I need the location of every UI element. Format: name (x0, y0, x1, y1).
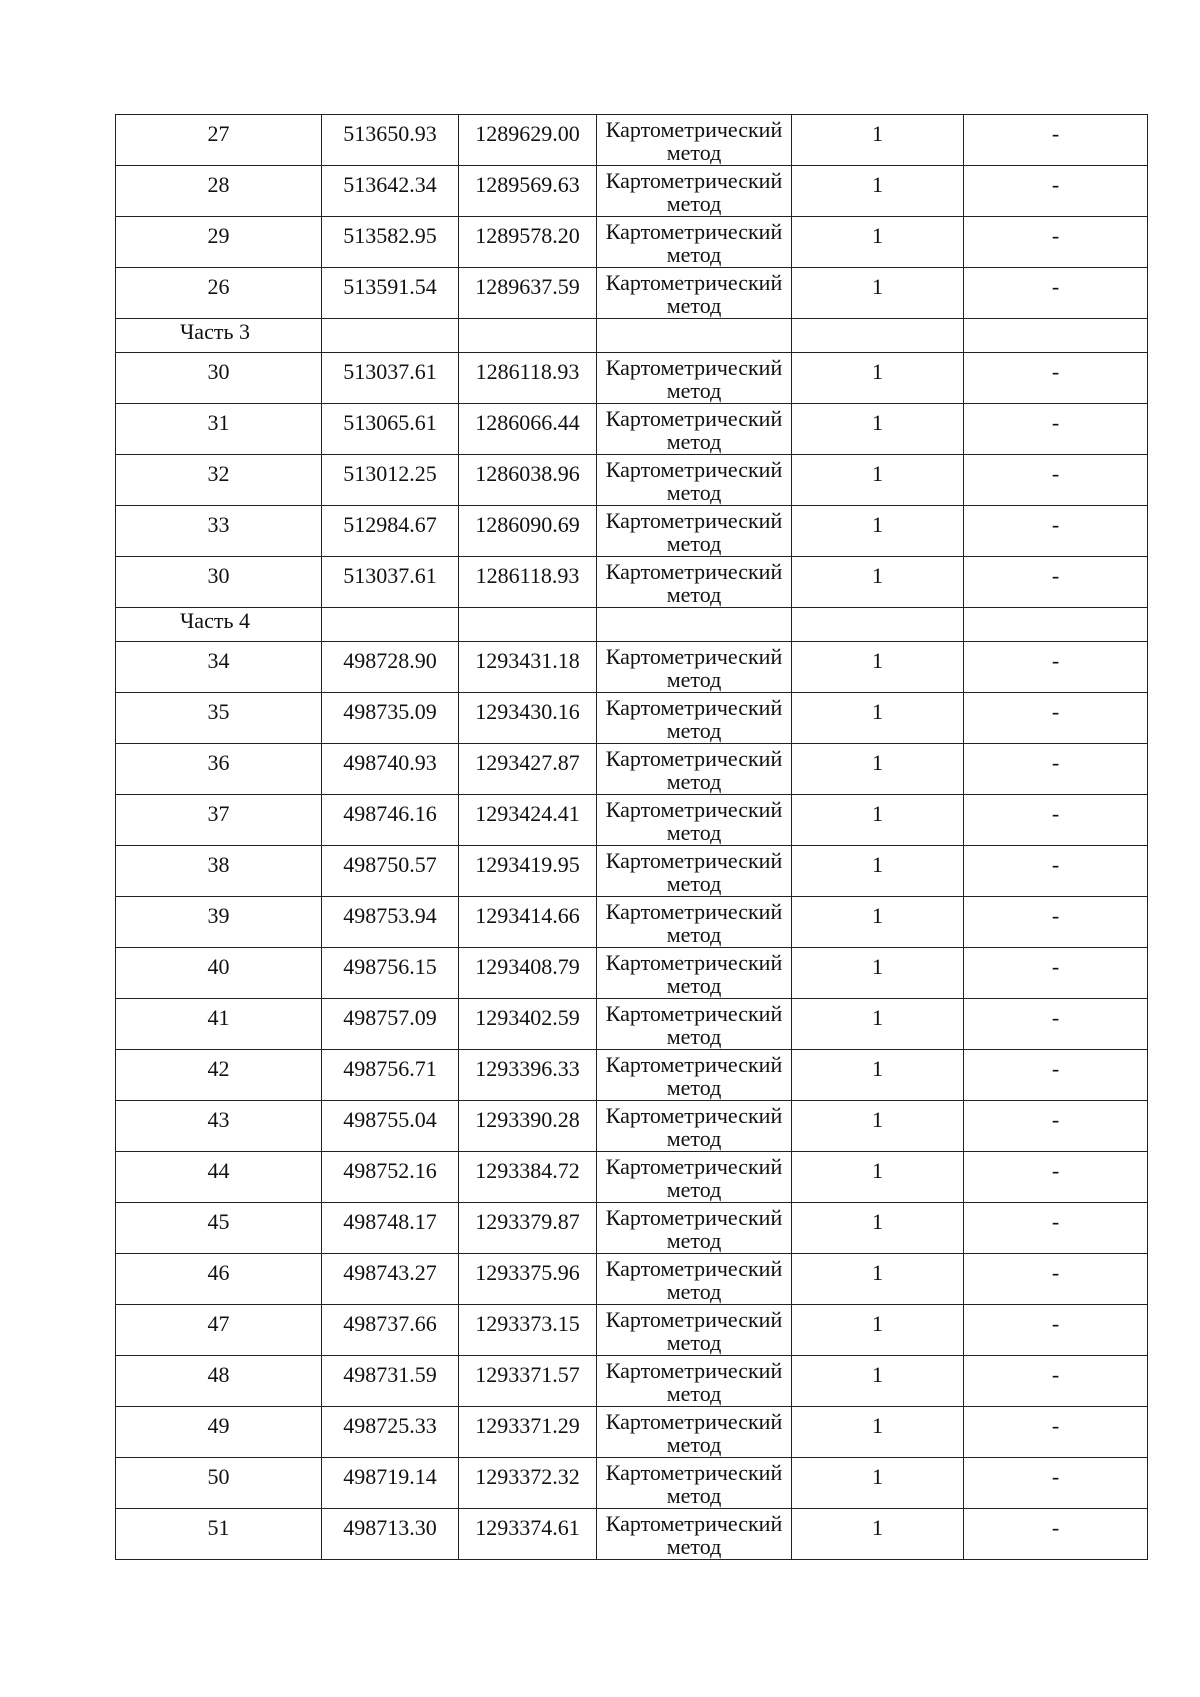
method-cell (597, 353, 792, 404)
description-cell: - (964, 1050, 1148, 1101)
point-number-cell: 45 (116, 1203, 322, 1254)
description-cell: - (964, 404, 1148, 455)
accuracy-cell: 1 (792, 1101, 964, 1152)
table-row (116, 744, 1148, 795)
accuracy-cell: 1 (792, 1254, 964, 1305)
method-line-2: метод (666, 1483, 722, 1508)
table-row (116, 1101, 1148, 1152)
method-line-1: Картометрический (605, 1409, 783, 1434)
x-coordinate-cell: 513065.61 (322, 404, 459, 455)
point-number-cell: 36 (116, 744, 322, 795)
point-number-cell: 31 (116, 404, 322, 455)
method-line-2: метод (666, 582, 722, 607)
method-cell (597, 268, 792, 319)
method-cell (597, 897, 792, 948)
point-number-cell: 39 (116, 897, 322, 948)
accuracy-cell: 1 (792, 353, 964, 404)
description-cell: - (964, 1101, 1148, 1152)
table-row (116, 217, 1148, 268)
x-coordinate-cell: 498743.27 (322, 1254, 459, 1305)
y-coordinate-cell: 1293431.18 (459, 642, 597, 693)
point-number-cell: 32 (116, 455, 322, 506)
method-line-2: метод (666, 667, 722, 692)
method-line-1: Картометрический (605, 1307, 783, 1332)
description-cell: - (964, 1203, 1148, 1254)
description-cell: - (964, 897, 1148, 948)
method-cell (597, 455, 792, 506)
accuracy-cell: 1 (792, 268, 964, 319)
method-line-1: Картометрический (605, 746, 783, 771)
x-coordinate-cell: 513642.34 (322, 166, 459, 217)
table-row (116, 1203, 1148, 1254)
method-line-1: Картометрический (605, 950, 783, 975)
method-line-2: метод (666, 1381, 722, 1406)
table-row (116, 115, 1148, 166)
method-line-2: метод (666, 1228, 722, 1253)
description-cell: - (964, 115, 1148, 166)
method-cell (597, 115, 792, 166)
method-line-2: метод (666, 429, 722, 454)
description-cell: - (964, 693, 1148, 744)
accuracy-cell: 1 (792, 404, 964, 455)
section-row (116, 319, 1148, 353)
table-row (116, 1152, 1148, 1203)
point-number-cell: 29 (116, 217, 322, 268)
y-coordinate-cell: 1293384.72 (459, 1152, 597, 1203)
method-line-2: метод (666, 140, 722, 165)
method-line-2: метод (666, 480, 722, 505)
description-cell: - (964, 846, 1148, 897)
point-number-cell: 50 (116, 1458, 322, 1509)
accuracy-cell: 1 (792, 897, 964, 948)
accuracy-cell: 1 (792, 217, 964, 268)
point-number-cell: 34 (116, 642, 322, 693)
y-coordinate-cell: 1293390.28 (459, 1101, 597, 1152)
y-coordinate-cell: 1293396.33 (459, 1050, 597, 1101)
table-row (116, 506, 1148, 557)
method-line-2: метод (666, 531, 722, 556)
y-coordinate-cell: 1293430.16 (459, 693, 597, 744)
description-cell: - (964, 999, 1148, 1050)
y-coordinate-cell: 1293371.57 (459, 1356, 597, 1407)
point-number-cell: 33 (116, 506, 322, 557)
method-line-2: метод (666, 1534, 722, 1559)
description-cell: - (964, 557, 1148, 608)
method-cell (597, 404, 792, 455)
method-cell (597, 217, 792, 268)
method-line-2: метод (666, 1024, 722, 1049)
accuracy-cell: 1 (792, 1305, 964, 1356)
x-coordinate-cell: 512984.67 (322, 506, 459, 557)
y-coordinate-cell: 1293372.32 (459, 1458, 597, 1509)
method-line-1: Картометрический (605, 559, 783, 584)
description-cell: - (964, 268, 1148, 319)
x-coordinate-cell: 498728.90 (322, 642, 459, 693)
y-coordinate-cell: 1286090.69 (459, 506, 597, 557)
x-coordinate-cell: 513037.61 (322, 353, 459, 404)
method-line-1: Картометрический (605, 1256, 783, 1281)
point-number-cell: 28 (116, 166, 322, 217)
empty-cell (964, 608, 1148, 642)
accuracy-cell: 1 (792, 1152, 964, 1203)
y-coordinate-cell: 1293414.66 (459, 897, 597, 948)
table-row (116, 897, 1148, 948)
y-coordinate-cell: 1293427.87 (459, 744, 597, 795)
method-line-1: Картометрический (605, 168, 783, 193)
description-cell: - (964, 455, 1148, 506)
point-number-cell: 40 (116, 948, 322, 999)
y-coordinate-cell: 1286038.96 (459, 455, 597, 506)
y-coordinate-cell: 1293373.15 (459, 1305, 597, 1356)
table-row (116, 1458, 1148, 1509)
accuracy-cell: 1 (792, 1203, 964, 1254)
description-cell: - (964, 353, 1148, 404)
accuracy-cell: 1 (792, 1509, 964, 1560)
description-cell: - (964, 642, 1148, 693)
method-line-1: Картометрический (605, 1460, 783, 1485)
method-cell (597, 846, 792, 897)
y-coordinate-cell: 1293402.59 (459, 999, 597, 1050)
method-cell (597, 506, 792, 557)
method-line-1: Картометрический (605, 1511, 783, 1536)
point-number-cell: 41 (116, 999, 322, 1050)
empty-cell (597, 319, 792, 353)
method-line-2: метод (666, 378, 722, 403)
x-coordinate-cell: 498750.57 (322, 846, 459, 897)
x-coordinate-cell: 498713.30 (322, 1509, 459, 1560)
point-number-cell: 37 (116, 795, 322, 846)
method-cell (597, 795, 792, 846)
method-line-2: метод (666, 1330, 722, 1355)
method-cell (597, 999, 792, 1050)
description-cell: - (964, 1152, 1148, 1203)
y-coordinate-cell: 1293374.61 (459, 1509, 597, 1560)
method-line-1: Картометрический (605, 1154, 783, 1179)
point-number-cell: 49 (116, 1407, 322, 1458)
table-row (116, 455, 1148, 506)
empty-cell (459, 319, 597, 353)
accuracy-cell: 1 (792, 115, 964, 166)
point-number-cell: 48 (116, 1356, 322, 1407)
empty-cell (964, 319, 1148, 353)
method-line-1: Картометрический (605, 695, 783, 720)
empty-cell (459, 608, 597, 642)
method-line-2: метод (666, 820, 722, 845)
method-line-2: метод (666, 718, 722, 743)
point-number-cell: 47 (116, 1305, 322, 1356)
method-line-2: метод (666, 973, 722, 998)
empty-cell (322, 608, 459, 642)
method-line-1: Картометрический (605, 1001, 783, 1026)
y-coordinate-cell: 1293424.41 (459, 795, 597, 846)
section-row (116, 608, 1148, 642)
description-cell: - (964, 1305, 1148, 1356)
method-cell (597, 1509, 792, 1560)
point-number-cell: 42 (116, 1050, 322, 1101)
description-cell: - (964, 506, 1148, 557)
accuracy-cell: 1 (792, 642, 964, 693)
method-cell (597, 1458, 792, 1509)
method-line-1: Картометрический (605, 797, 783, 822)
description-cell: - (964, 1254, 1148, 1305)
method-line-1: Картометрический (605, 117, 783, 142)
section-label-cell: Часть 4 (116, 608, 322, 642)
coordinates-table (115, 114, 1148, 1560)
x-coordinate-cell: 498725.33 (322, 1407, 459, 1458)
accuracy-cell: 1 (792, 1050, 964, 1101)
y-coordinate-cell: 1293379.87 (459, 1203, 597, 1254)
method-cell (597, 1356, 792, 1407)
x-coordinate-cell: 498756.71 (322, 1050, 459, 1101)
y-coordinate-cell: 1286118.93 (459, 353, 597, 404)
empty-cell (792, 608, 964, 642)
y-coordinate-cell: 1293375.96 (459, 1254, 597, 1305)
y-coordinate-cell: 1289629.00 (459, 115, 597, 166)
method-cell (597, 693, 792, 744)
accuracy-cell: 1 (792, 455, 964, 506)
x-coordinate-cell: 498752.16 (322, 1152, 459, 1203)
table-row (116, 166, 1148, 217)
table-row (116, 557, 1148, 608)
method-cell (597, 557, 792, 608)
method-line-2: метод (666, 871, 722, 896)
accuracy-cell: 1 (792, 693, 964, 744)
method-cell (597, 1254, 792, 1305)
description-cell: - (964, 1458, 1148, 1509)
y-coordinate-cell: 1286118.93 (459, 557, 597, 608)
method-cell (597, 642, 792, 693)
point-number-cell: 35 (116, 693, 322, 744)
description-cell: - (964, 744, 1148, 795)
method-line-1: Картометрический (605, 899, 783, 924)
method-line-1: Картометрический (605, 457, 783, 482)
method-cell (597, 948, 792, 999)
x-coordinate-cell: 498748.17 (322, 1203, 459, 1254)
accuracy-cell: 1 (792, 744, 964, 795)
method-line-1: Картометрический (605, 1103, 783, 1128)
method-line-1: Картометрический (605, 270, 783, 295)
x-coordinate-cell: 498756.15 (322, 948, 459, 999)
method-line-1: Картометрический (605, 406, 783, 431)
table-row (116, 268, 1148, 319)
table-row (116, 693, 1148, 744)
method-line-2: метод (666, 191, 722, 216)
description-cell: - (964, 1356, 1148, 1407)
x-coordinate-cell: 498737.66 (322, 1305, 459, 1356)
method-line-2: метод (666, 1432, 722, 1457)
method-line-2: метод (666, 769, 722, 794)
point-number-cell: 44 (116, 1152, 322, 1203)
point-number-cell: 26 (116, 268, 322, 319)
x-coordinate-cell: 513591.54 (322, 268, 459, 319)
method-line-1: Картометрический (605, 848, 783, 873)
method-line-1: Картометрический (605, 644, 783, 669)
y-coordinate-cell: 1289569.63 (459, 166, 597, 217)
table-row (116, 642, 1148, 693)
point-number-cell: 51 (116, 1509, 322, 1560)
accuracy-cell: 1 (792, 506, 964, 557)
table-row (116, 353, 1148, 404)
accuracy-cell: 1 (792, 948, 964, 999)
table-row (116, 1254, 1148, 1305)
point-number-cell: 27 (116, 115, 322, 166)
method-line-2: метод (666, 1075, 722, 1100)
method-line-1: Картометрический (605, 508, 783, 533)
empty-cell (792, 319, 964, 353)
description-cell: - (964, 1407, 1148, 1458)
method-cell (597, 166, 792, 217)
x-coordinate-cell: 498740.93 (322, 744, 459, 795)
point-number-cell: 38 (116, 846, 322, 897)
x-coordinate-cell: 498731.59 (322, 1356, 459, 1407)
method-cell (597, 744, 792, 795)
table-row (116, 1356, 1148, 1407)
point-number-cell: 46 (116, 1254, 322, 1305)
method-line-2: метод (666, 1177, 722, 1202)
description-cell: - (964, 795, 1148, 846)
x-coordinate-cell: 498719.14 (322, 1458, 459, 1509)
x-coordinate-cell: 513037.61 (322, 557, 459, 608)
y-coordinate-cell: 1293371.29 (459, 1407, 597, 1458)
y-coordinate-cell: 1293419.95 (459, 846, 597, 897)
table-row (116, 795, 1148, 846)
x-coordinate-cell: 498757.09 (322, 999, 459, 1050)
table-row (116, 1050, 1148, 1101)
x-coordinate-cell: 513650.93 (322, 115, 459, 166)
point-number-cell: 30 (116, 353, 322, 404)
method-line-2: метод (666, 922, 722, 947)
x-coordinate-cell: 498753.94 (322, 897, 459, 948)
y-coordinate-cell: 1289578.20 (459, 217, 597, 268)
description-cell: - (964, 948, 1148, 999)
description-cell: - (964, 217, 1148, 268)
x-coordinate-cell: 498735.09 (322, 693, 459, 744)
accuracy-cell: 1 (792, 999, 964, 1050)
method-cell (597, 1152, 792, 1203)
table-row (116, 846, 1148, 897)
accuracy-cell: 1 (792, 795, 964, 846)
point-number-cell: 30 (116, 557, 322, 608)
method-cell (597, 1203, 792, 1254)
method-line-2: метод (666, 242, 722, 267)
table-row (116, 999, 1148, 1050)
method-line-1: Картометрический (605, 1205, 783, 1230)
accuracy-cell: 1 (792, 166, 964, 217)
description-cell: - (964, 1509, 1148, 1560)
method-cell (597, 1050, 792, 1101)
empty-cell (597, 608, 792, 642)
empty-cell (322, 319, 459, 353)
y-coordinate-cell: 1289637.59 (459, 268, 597, 319)
table-row (116, 404, 1148, 455)
method-line-1: Картометрический (605, 1358, 783, 1383)
section-label-cell: Часть 3 (116, 319, 322, 353)
accuracy-cell: 1 (792, 557, 964, 608)
method-line-2: метод (666, 1126, 722, 1151)
x-coordinate-cell: 498746.16 (322, 795, 459, 846)
description-cell: - (964, 166, 1148, 217)
method-cell (597, 1407, 792, 1458)
y-coordinate-cell: 1293408.79 (459, 948, 597, 999)
table-row (116, 1305, 1148, 1356)
x-coordinate-cell: 513582.95 (322, 217, 459, 268)
coordinates-table-body (116, 115, 1148, 1560)
table-row (116, 948, 1148, 999)
y-coordinate-cell: 1286066.44 (459, 404, 597, 455)
accuracy-cell: 1 (792, 1356, 964, 1407)
accuracy-cell: 1 (792, 1407, 964, 1458)
method-line-1: Картометрический (605, 1052, 783, 1077)
x-coordinate-cell: 513012.25 (322, 455, 459, 506)
method-cell (597, 1305, 792, 1356)
accuracy-cell: 1 (792, 1458, 964, 1509)
method-line-1: Картометрический (605, 355, 783, 380)
method-line-1: Картометрический (605, 219, 783, 244)
point-number-cell: 43 (116, 1101, 322, 1152)
table-row (116, 1509, 1148, 1560)
method-cell (597, 1101, 792, 1152)
method-line-2: метод (666, 293, 722, 318)
x-coordinate-cell: 498755.04 (322, 1101, 459, 1152)
method-line-2: метод (666, 1279, 722, 1304)
accuracy-cell: 1 (792, 846, 964, 897)
table-row (116, 1407, 1148, 1458)
